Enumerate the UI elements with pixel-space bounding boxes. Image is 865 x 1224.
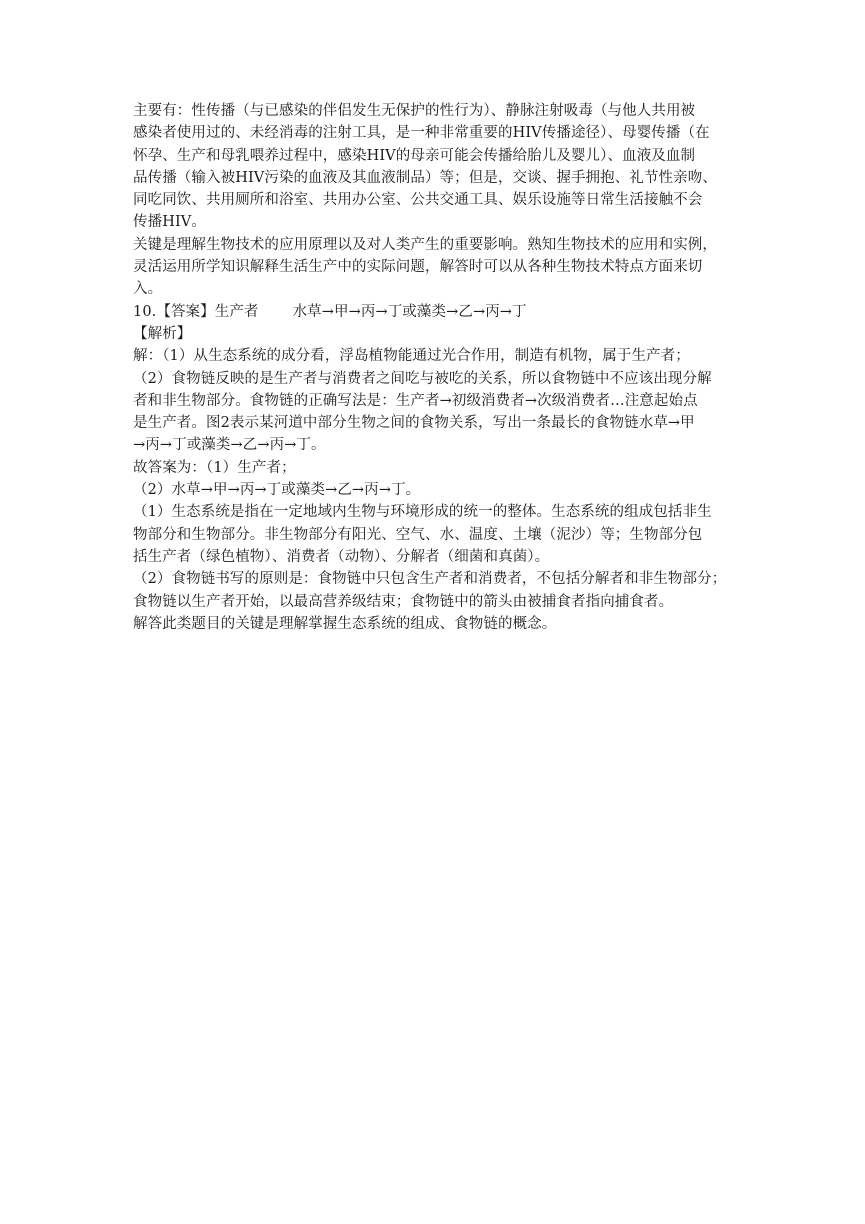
text-line: 食物链以生产者开始，以最高营养级结束；食物链中的箭头由被捕食者指向捕食者。 bbox=[133, 593, 674, 610]
document-page bbox=[133, 100, 733, 635]
text-line: 解：（1）从生态系统的成分看，浮岛植物能通过光合作用，制造有机物，属于生产者； bbox=[133, 348, 690, 365]
text-line: →丙→丁或藻类→乙→丙→丁。 bbox=[133, 437, 326, 454]
text-line: （2）食物链书写的原则是：食物链中只包含生产者和消费者，不包括分解者和非生物部分； bbox=[133, 571, 727, 588]
text-line: 者和非生物部分。食物链的正确写法是：生产者→初级消费者→次级消费者…注意起始点 bbox=[133, 392, 698, 409]
text-line: 故答案为：（1）生产者； bbox=[133, 459, 296, 476]
text-line: 主要有：性传播（与已感染的伴侣发生无保护的性行为）、静脉注射吸毒（与他人共用被 bbox=[133, 103, 696, 119]
text-line: （2）水草→甲→丙→丁或藻类→乙→丙→丁。 bbox=[133, 482, 421, 499]
text-line: 物部分和生物部分。非生物部分有阳光、空气、水、温度、土壤（泥沙）等；生物部分包 bbox=[133, 526, 703, 543]
answer-food-chain: 水草→甲→丙→丁或藻类→乙→丙→丁 bbox=[292, 303, 527, 320]
text-line: （2）食物链反映的是生产者与消费者之间吃与被吃的关系，所以食物链中不应该出现分解 bbox=[133, 370, 712, 387]
text-line: 传播HIV。 bbox=[133, 214, 206, 231]
text-line: 关键是理解生物技术的应用原理以及对人类产生的重要影响。熟知生物技术的应用和实例， bbox=[133, 236, 717, 253]
text-line: 灵活运用所学知识解释生活生产中的实际问题，解答时可以从各种生物技术特点方面来切 bbox=[133, 259, 703, 276]
text-line: 同吃同饮、共用厕所和浴室、共用办公室、公共交通工具、娱乐设施等日常生活接触不会 bbox=[133, 192, 703, 209]
text-line: 括生产者（绿色植物）、消费者（动物）、分解者（细菌和真菌）。 bbox=[133, 548, 550, 565]
answer-label: 10.【答案】生产者 bbox=[133, 303, 259, 320]
text-line: 感染者使用过的、未经消毒的注射工具，是一种非常重要的HIV传播途径）、母婴传播（在 bbox=[133, 125, 710, 142]
text-line: 是生产者。图2表示某河道中部分生物之间的食物关系，写出一条最长的食物链水草→甲 bbox=[133, 415, 695, 432]
text-line: 怀孕、生产和母乳喂养过程中，感染HIV的母亲可能会传播给胎儿及婴儿）、血液及血制 bbox=[133, 147, 696, 164]
text-line: （1）生态系统是指在一定地域内生物与环境形成的统一的整体。生态系统的组成包括非生 bbox=[133, 504, 712, 521]
text-line: 入。 bbox=[133, 281, 163, 298]
answer-line bbox=[133, 301, 733, 323]
text-line: 解答此类题目的关键是理解掌握生态系统的组成、食物链的概念。 bbox=[133, 615, 557, 632]
section-heading: 【解析】 bbox=[133, 325, 192, 342]
text-line: 品传播（输入被HIV污染的血液及其血液制品）等；但是，交谈、握手拥抱、礼节性亲吻、 bbox=[133, 169, 717, 186]
